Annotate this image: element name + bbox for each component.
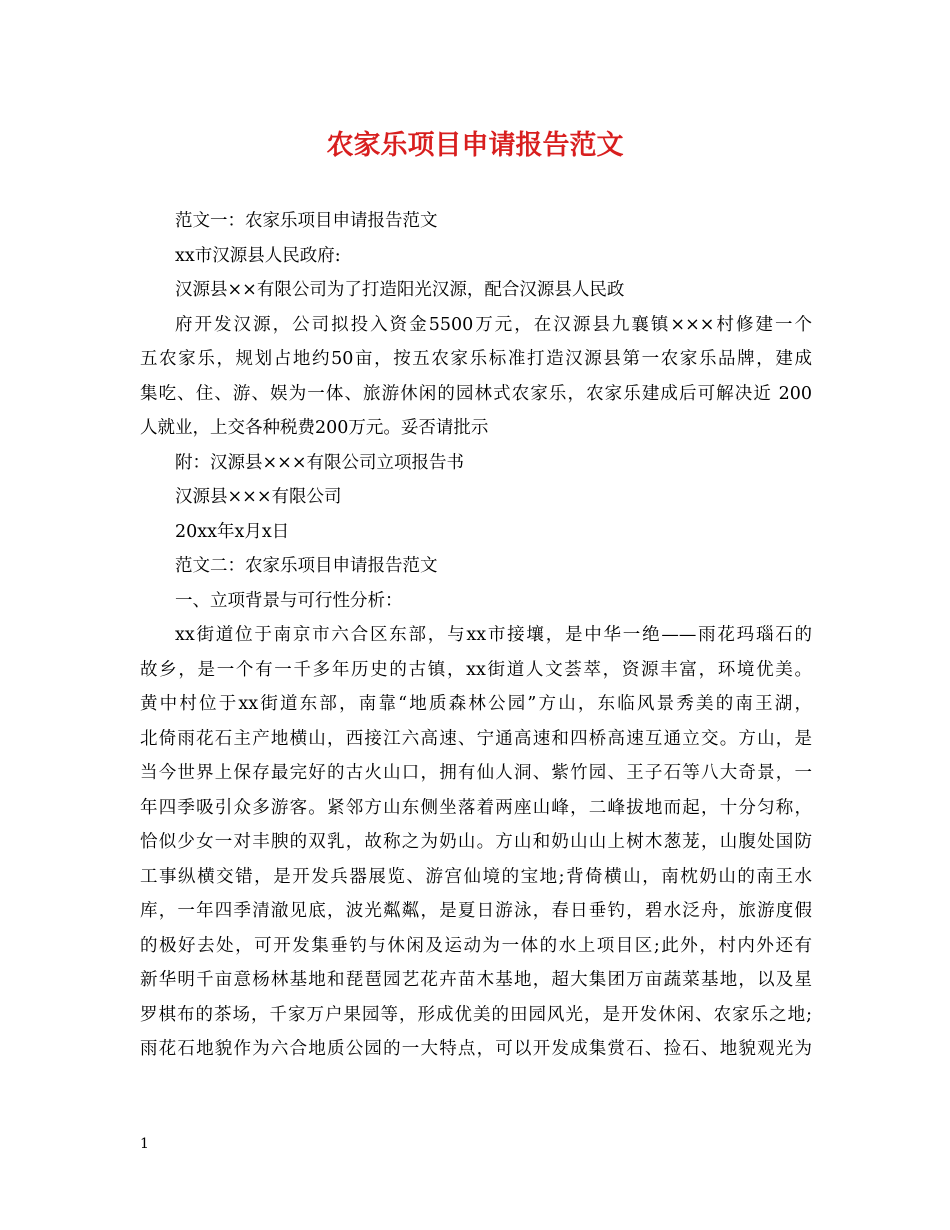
text-line: 北倚雨花石主产地横山，西接江六高速、宁通高速和四桥高速互通立交。方山，是	[140, 728, 812, 749]
text-line: 新华明千亩意杨林基地和琵琶园艺花卉苗木基地，超大集团万亩蔬菜基地，以及星	[140, 970, 812, 990]
text-line: 库，一年四季清澈见底，波光粼粼，是夏日游泳，春日垂钓，碧水泛舟，旅游度假	[140, 901, 812, 921]
text-line: 范文一：农家乐项目申请报告范文	[175, 211, 438, 231]
text-line: 20xx年x月x日	[175, 521, 290, 542]
text-line: 故乡，是一个有一千多年历史的古镇，xx街道人文荟萃，资源丰富，环境优美。	[140, 659, 812, 680]
text-line: 五农家乐，规划占地约50亩，按五农家乐标准打造汉源县第一农家乐品牌，建成	[140, 349, 812, 369]
text-line: 罗棋布的茶场，千家万户果园等，形成优美的田园风光，是开发休闲、农家乐之地;	[140, 1004, 812, 1025]
text-line: 集吃、住、游、娱为一体、旅游休闲的园林式农家乐，农家乐建成后可解决近 200	[140, 383, 812, 404]
text-line: 年四季吸引众多游客。紧邻方山东侧坐落着两座山峰，二峰拔地而起，十分匀称，	[140, 797, 812, 818]
text-line: xx街道位于南京市六合区东部，与xx市接壤，是中华一绝——雨花玛瑙石的	[175, 625, 812, 645]
text-line: 的极好去处，可开发集垂钓与休闲及运动为一体的水上项目区;此外，村内外还有	[140, 935, 812, 956]
page-number: 1	[140, 1136, 149, 1152]
text-line: 工事纵横交错，是开发兵器展览、游宫仙境的宝地;背倚横山，南枕奶山的南王水	[140, 866, 812, 887]
text-line: 恰似少女一对丰腴的双乳，故称之为奶山。方山和奶山山上树木葱茏，山腹处国防	[140, 832, 812, 852]
text-line: 府开发汉源，公司拟投入资金5500万元，在汉源县九襄镇×××村修建一个	[175, 314, 812, 335]
text-line: 范文二：农家乐项目申请报告范文	[175, 556, 438, 576]
text-line: xx市汉源县人民政府:	[175, 245, 341, 266]
text-line: 当今世界上保存最完好的古火山口，拥有仙人洞、紫竹园、王子石等八大奇景，一	[140, 763, 812, 783]
text-line: 雨花石地貌作为六合地质公园的一大特点，可以开发成集赏石、捡石、地貌观光为	[140, 1039, 812, 1059]
body-text	[140, 204, 812, 1067]
text-line: 汉源县××有限公司为了打造阳光汉源，配合汉源县人民政	[175, 280, 625, 300]
text-line: 一、立项背景与可行性分析：	[175, 590, 403, 611]
text-line: 人就业，上交各种税费200万元。妥否请批示	[140, 418, 489, 438]
text-line: 汉源县×××有限公司	[175, 487, 342, 507]
text-line: 附：汉源县×××有限公司立项报告书	[175, 452, 464, 473]
text-line: 黄中村位于xx街道东部，南靠“地质森林公园”方山，东临风景秀美的南王湖，	[140, 694, 812, 714]
page-title: 农家乐项目申请报告范文	[326, 130, 624, 161]
